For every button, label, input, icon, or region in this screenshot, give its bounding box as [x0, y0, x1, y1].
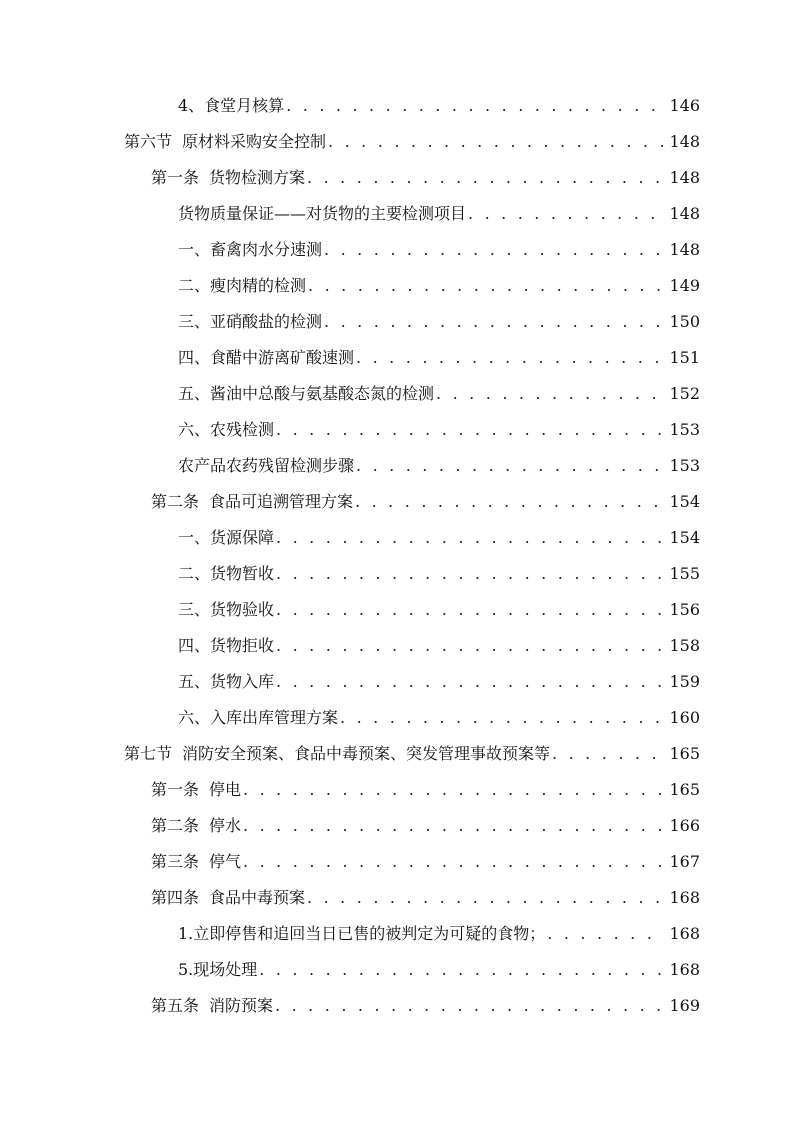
toc-entry-title: 酱油中总酸与氨基酸态氮的检测: [210, 384, 435, 403]
toc-article-entry[interactable]: [151, 772, 700, 808]
dot-leader: [307, 880, 664, 916]
toc-item-entry[interactable]: [178, 232, 700, 268]
toc-entry-title: 消防安全预案、食品中毒预案、突发管理事故预案等: [182, 744, 551, 763]
toc-entry-number: 第一条: [151, 168, 200, 187]
toc-entry-title: 货物拒收: [210, 636, 275, 655]
toc-entry-title: 农产品农药残留检测步骤: [178, 456, 355, 475]
toc-entry-page: 158: [669, 636, 700, 655]
dot-leader: [259, 952, 664, 988]
toc-item-entry[interactable]: [178, 412, 700, 448]
toc-entry-page: 159: [669, 672, 700, 691]
toc-entry-number: 第六节: [124, 132, 173, 151]
dot-leader: [276, 628, 664, 664]
toc-entry-page: 156: [669, 600, 700, 619]
toc-entry-number: 四、: [178, 348, 211, 367]
toc-item-entry[interactable]: [178, 556, 700, 592]
toc-entry-number: 二、: [178, 276, 211, 295]
toc-entry-number: 第二条: [151, 492, 200, 511]
toc-entry-page: 148: [669, 240, 700, 259]
dot-leader: [552, 736, 664, 772]
toc-entry-number: 第一条: [151, 780, 200, 799]
toc-item-entry[interactable]: [178, 376, 700, 412]
dot-leader: [340, 700, 664, 736]
toc-entry-title: 消防预案: [209, 996, 274, 1015]
toc-article-entry[interactable]: [151, 880, 700, 916]
toc-entry[interactable]: [178, 916, 700, 952]
toc-entry-page: 148: [669, 132, 700, 151]
toc-section-entry[interactable]: [124, 124, 700, 160]
toc-entry-page: 153: [669, 420, 700, 439]
toc-entry-page: 169: [669, 996, 700, 1015]
toc-article-entry[interactable]: [151, 988, 700, 1024]
toc-entry-title: 停水: [209, 816, 242, 835]
toc-entry-number: 一、: [178, 528, 211, 547]
dot-leader: [307, 160, 664, 196]
toc-entry-page: 168: [669, 924, 700, 943]
toc-entry-page: 153: [669, 456, 700, 475]
toc-entry-page: 166: [669, 816, 700, 835]
toc-item-entry[interactable]: [178, 520, 700, 556]
toc-article-entry[interactable]: [151, 808, 700, 844]
toc-entry-page: 168: [669, 888, 700, 907]
toc-entry-page: 149: [669, 276, 700, 295]
toc-entry-title: 货物质量保证——对货物的主要检测项目: [178, 204, 467, 223]
toc-item-entry[interactable]: [178, 700, 700, 736]
dot-leader: [355, 484, 664, 520]
dot-leader: [276, 592, 664, 628]
toc-item-entry[interactable]: [178, 340, 700, 376]
dot-leader: [243, 772, 664, 808]
toc-article-entry[interactable]: [151, 484, 700, 520]
toc-entry-number: 二、: [178, 564, 211, 583]
toc-entry-title: 停电: [209, 780, 242, 799]
dot-leader: [276, 412, 664, 448]
toc-entry-title: 食品可追溯管理方案: [209, 492, 354, 511]
toc-entry-page: 146: [669, 96, 700, 115]
dot-leader: [243, 844, 664, 880]
toc-item-entry[interactable]: [178, 268, 700, 304]
toc-entry-page: 168: [669, 960, 700, 979]
toc-entry-page: 148: [669, 204, 700, 223]
dot-leader: [276, 520, 664, 556]
toc-article-entry[interactable]: [151, 160, 700, 196]
toc-entry-title: 1.立即停售和追回当日已售的被判定为可疑的食物；: [178, 924, 546, 943]
dot-leader: [356, 448, 664, 484]
toc-item-entry[interactable]: [178, 592, 700, 628]
toc-entry[interactable]: [178, 196, 700, 232]
toc-entry-page: 165: [669, 780, 700, 799]
toc-entry[interactable]: [178, 952, 700, 988]
toc-entry-page: 155: [669, 564, 700, 583]
dot-leader: [308, 268, 664, 304]
dot-leader: [243, 808, 664, 844]
toc-entry[interactable]: [178, 88, 700, 124]
dot-leader: [324, 304, 664, 340]
toc-entry-title: 食醋中游离矿酸速测: [210, 348, 355, 367]
toc-entry-number: 三、: [178, 600, 211, 619]
toc-entry-number: 六、: [178, 708, 211, 727]
toc-entry-number: 第三条: [151, 852, 200, 871]
toc-entry-title: 5.现场处理: [178, 960, 258, 979]
toc-entry-page: 167: [669, 852, 700, 871]
toc-entry-number: 第四条: [151, 888, 200, 907]
dot-leader: [356, 340, 664, 376]
toc-entry-page: 160: [669, 708, 700, 727]
toc-entry-number: 第二条: [151, 816, 200, 835]
toc-entry-number: 三、: [178, 312, 211, 331]
toc-item-entry[interactable]: [178, 304, 700, 340]
dot-leader: [436, 376, 664, 412]
toc-article-entry[interactable]: [151, 844, 700, 880]
toc-entry-number: 一、: [178, 240, 211, 259]
toc-entry-title: 4、食堂月核算: [178, 96, 285, 115]
dot-leader: [328, 124, 664, 160]
dot-leader: [276, 664, 664, 700]
toc-item-entry[interactable]: [178, 628, 700, 664]
dot-leader: [468, 196, 664, 232]
toc-entry-number: 第五条: [151, 996, 200, 1015]
toc-entry-title: 货物检测方案: [209, 168, 306, 187]
toc-entry-title: 畜禽肉水分速测: [210, 240, 323, 259]
toc-entry-number: 五、: [178, 384, 211, 403]
toc-entry-title: 农残检测: [210, 420, 275, 439]
toc-entry-title: 原材料采购安全控制: [182, 132, 327, 151]
toc-entry-page: 154: [669, 492, 700, 511]
toc-entry-page: 148: [669, 168, 700, 187]
toc-item-entry[interactable]: [178, 664, 700, 700]
dot-leader: [324, 232, 664, 268]
dot-leader: [276, 556, 664, 592]
toc-entry-page: 151: [669, 348, 700, 367]
toc-entry[interactable]: [178, 448, 700, 484]
toc-entry-title: 货物暂收: [210, 564, 275, 583]
toc-entry-title: 货物验收: [210, 600, 275, 619]
dot-leader: [286, 88, 664, 124]
toc-entry-title: 食品中毒预案: [209, 888, 306, 907]
toc-entry-title: 亚硝酸盐的检测: [210, 312, 323, 331]
toc-entry-page: 154: [669, 528, 700, 547]
toc-section-entry[interactable]: [124, 736, 700, 772]
toc-entry-title: 入库出库管理方案: [210, 708, 339, 727]
toc-entry-number: 第七节: [124, 744, 173, 763]
toc-entry-title: 瘦肉精的检测: [210, 276, 307, 295]
toc-entry-title: 停气: [209, 852, 242, 871]
toc-entry-page: 152: [669, 384, 700, 403]
toc-entry-page: 165: [669, 744, 700, 763]
toc-entry-title: 货源保障: [210, 528, 275, 547]
toc-entry-page: 150: [669, 312, 700, 331]
dot-leader: [275, 988, 664, 1024]
toc-entry-number: 五、: [178, 672, 211, 691]
toc-entry-number: 四、: [178, 636, 211, 655]
toc-entry-number: 六、: [178, 420, 211, 439]
dot-leader: [547, 916, 664, 952]
toc-entry-title: 货物入库: [210, 672, 275, 691]
